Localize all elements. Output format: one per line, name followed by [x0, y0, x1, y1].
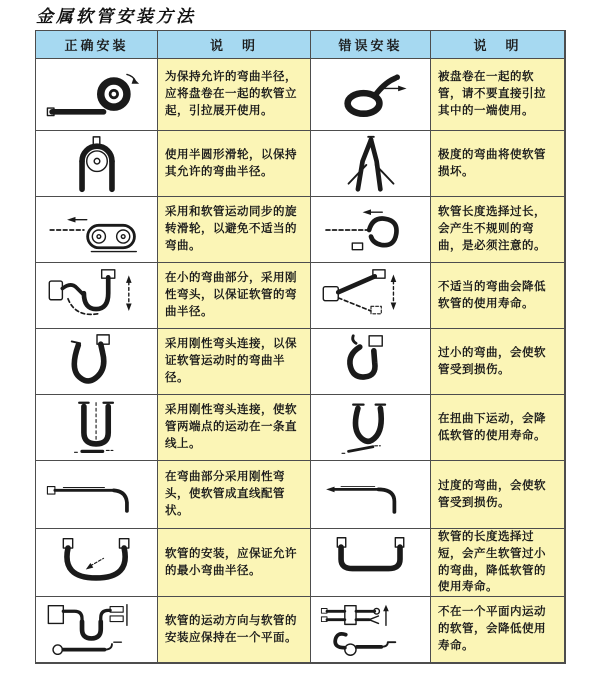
wrong-image-cell	[311, 529, 431, 597]
correct-desc-cell: 软管的运动方向与软管的安装应保持在一个平面。	[158, 597, 311, 663]
too-small-bend-icon	[317, 333, 425, 391]
coiled-hose-uncoil-icon	[43, 66, 151, 124]
correct-image-cell	[36, 395, 158, 461]
wrong-image-cell	[311, 329, 431, 395]
correct-image-cell	[36, 597, 158, 663]
wrong-desc-cell: 不适当的弯曲会降低软管的使用寿命。	[431, 263, 565, 329]
correct-image-cell	[36, 329, 158, 395]
correct-desc-cell: 在小的弯曲部分，采用刚性弯头，以保证软管的弯曲半径。	[158, 263, 311, 329]
wrong-desc-cell: 被盘卷在一起的软管，请不要直接引拉其中的一端使用。	[431, 59, 565, 131]
correct-desc-cell: 采用和软管运动同步的旋转滑轮，以避免不适当的弯曲。	[158, 197, 311, 263]
correct-image-cell	[36, 59, 158, 131]
correct-image-cell	[36, 529, 158, 597]
excessive-bend-icon	[317, 466, 425, 524]
out-of-plane-motion-icon	[317, 601, 425, 659]
wrong-image-cell	[311, 597, 431, 663]
header-correct-install: 正确安装	[36, 31, 158, 59]
wrong-image-cell	[311, 263, 431, 329]
wrong-desc-cell: 软管长度选择过长，会产生不规则的弯曲，是必须注意的。	[431, 197, 565, 263]
wrong-image-cell	[311, 395, 431, 461]
rigid-elbow-small-bend-icon	[43, 267, 151, 325]
correct-desc-cell: 使用半圆形滑轮，以保持其允许的弯曲半径。	[158, 131, 311, 197]
synchronous-rotating-pulley-icon	[43, 201, 151, 259]
wrong-desc-cell: 软管的长度选择过短，会产生软管过小的弯曲，降低软管的使用寿命。	[431, 529, 565, 597]
correct-desc-cell: 软管的安装，应保证允许的最小弯曲半径。	[158, 529, 311, 597]
irregular-bend-icon	[317, 201, 425, 259]
correct-desc-cell: 在弯曲部分采用刚性弯头，使软管成直线配管状。	[158, 461, 311, 529]
wrong-desc-cell: 极度的弯曲将使软管损坏。	[431, 131, 565, 197]
twisted-motion-icon	[317, 399, 425, 457]
wrong-image-cell	[311, 461, 431, 529]
header-wrong-install: 错误安装	[311, 31, 431, 59]
correct-image-cell	[36, 131, 158, 197]
endpoints-straight-line-icon	[43, 399, 151, 457]
correct-desc-cell: 为保持允许的弯曲半径，应将盘卷在一起的软管立起，引拉展开使用。	[158, 59, 311, 131]
correct-desc-cell: 采用刚性弯头连接，使软管两端点的运动在一条直线上。	[158, 395, 311, 461]
wrong-image-cell	[311, 59, 431, 131]
wrong-image-cell	[311, 131, 431, 197]
extreme-bend-icon	[317, 135, 425, 193]
correct-desc-cell: 采用刚性弯头连接，以保证软管运动时的弯曲半径。	[158, 329, 311, 395]
same-plane-motion-icon	[43, 601, 151, 659]
installation-table	[35, 30, 566, 664]
wrong-desc-cell: 过小的弯曲，会使软管受到损伤。	[431, 329, 565, 395]
header-wrong-description: 说 明	[431, 31, 565, 59]
wrong-image-cell	[311, 197, 431, 263]
header-correct-description: 说 明	[158, 31, 311, 59]
page-title: 金属软管安装方法	[36, 7, 196, 26]
correct-image-cell	[36, 461, 158, 529]
wrong-desc-cell: 过度的弯曲，会使软管受到损伤。	[431, 461, 565, 529]
min-bend-radius-icon	[43, 534, 151, 592]
semicircular-pulley-icon	[43, 135, 151, 193]
rigid-elbow-connection-icon	[43, 333, 151, 391]
correct-image-cell	[36, 263, 158, 329]
correct-image-cell	[36, 197, 158, 263]
too-short-hose-icon	[317, 534, 425, 592]
coiled-hose-pull-end-icon	[317, 66, 425, 124]
improper-sharp-bend-icon	[317, 267, 425, 325]
straight-piping-elbow-icon	[43, 466, 151, 524]
wrong-desc-cell: 在扭曲下运动，会降低软管的使用寿命。	[431, 395, 565, 461]
wrong-desc-cell: 不在一个平面内运动的软管，会降低使用寿命。	[431, 597, 565, 663]
